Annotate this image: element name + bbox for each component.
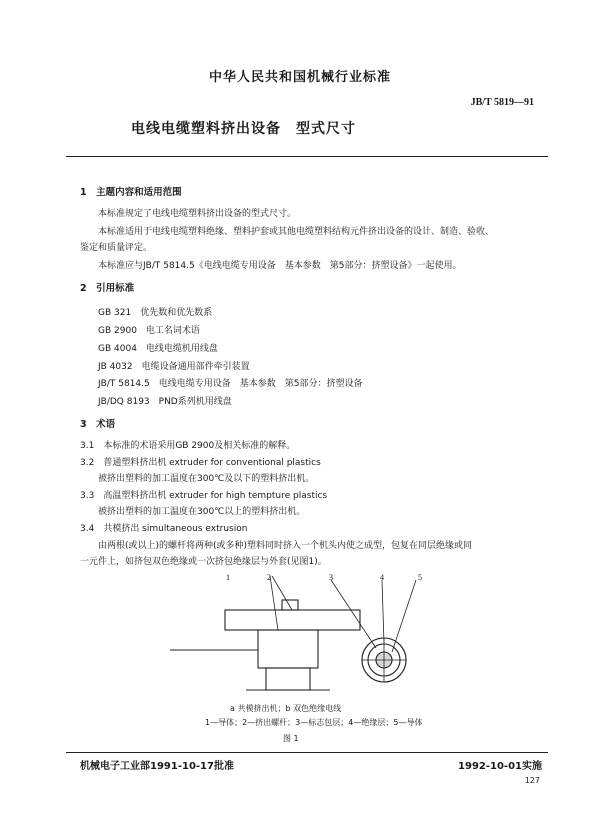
- section-3-heading: 3 术语: [80, 419, 116, 430]
- term-3-1: 3.1 本标准的术语采用GB 2900及相关标准的解释。: [80, 441, 296, 451]
- figure-label-4: 4: [380, 573, 384, 582]
- effective-date: 1992-10-01实施: [458, 761, 542, 772]
- reference-item: GB 2900 电工名词术语: [98, 326, 200, 336]
- figure-caption-a: a 共模挤出机；b 双色绝缘电线: [230, 704, 342, 713]
- leader-5: [392, 580, 416, 652]
- reference-item: GB 321 优先数和优先数系: [98, 308, 213, 318]
- cable-cross-section: [331, 580, 416, 682]
- document-title: 电线电缆塑料挤出设备 型式尺寸: [131, 121, 356, 137]
- figure-label-2: 2: [267, 573, 271, 582]
- figure-legend: 1—导体；2—挤出螺杆；3—标志包层；4—绝缘层；5—导体: [205, 718, 423, 727]
- term-3-3: 3.3 高温塑料挤出机 extruder for high tempture plastics: [80, 491, 328, 501]
- crosshead: [258, 630, 318, 668]
- section-1-heading: 1 主题内容和适用范围: [80, 187, 182, 198]
- section-1-para-1: 本标准规定了电线电缆塑料挤出设备的型式尺寸。: [98, 209, 297, 219]
- standard-number: JB/T 5819—91: [470, 97, 534, 108]
- second-barrel: [266, 668, 310, 690]
- leader-4: [382, 580, 384, 644]
- term-3-4-definition-a: 由两根(或以上)的螺杆将两种(或多种)塑料同时挤入一个机头内使之成型，包复在同层绝缘或同: [98, 541, 473, 551]
- figure-label-5: 5: [418, 573, 422, 582]
- section-1-para-2a: 本标准适用于电线电缆塑料绝缘、塑料护套或其他电缆塑料结构元件挤出设备的设计、制造、验收、: [98, 227, 495, 237]
- header-rule: [66, 156, 548, 157]
- term-3-2: 3.2 普通塑料挤出机 extruder for conventional plastics: [80, 458, 321, 468]
- reference-item: JB/T 5814.5 电线电缆专用设备 基本参数 第5部分：挤塑设备: [98, 379, 363, 389]
- term-3-4-definition-b: 一元件上，如挤包双色绝缘或一次挤包绝缘层与外套(见图1)。: [80, 557, 327, 567]
- footer-rule: [66, 752, 548, 753]
- section-2-heading: 2 引用标准: [80, 283, 135, 294]
- screw-barrel: [225, 610, 360, 630]
- reference-item: GB 4004 电线电缆机用线盘: [98, 344, 218, 354]
- figure-label-3: 3: [329, 573, 333, 582]
- term-3-4: 3.4 共模挤出 simultaneous extrusion: [80, 524, 248, 534]
- reference-item: JB 4032 电缆设备通用部件牵引装置: [98, 362, 250, 372]
- hopper-top: [282, 600, 298, 610]
- leader-3: [331, 580, 376, 648]
- org-title: 中华人民共和国机械行业标准: [208, 70, 391, 85]
- figure-label-1: 1: [226, 573, 230, 582]
- term-3-2-definition: 被挤出塑料的加工温度在300℃及以下的塑料挤出机。: [98, 474, 315, 484]
- approval-date: 机械电子工业部1991-10-17批准: [80, 761, 234, 772]
- extruder-drawing: [170, 576, 360, 690]
- section-1-para-3: 本标准应与JB/T 5814.5《电线电缆专用设备 基本参数 第5部分：挤塑设备》一起使用。: [98, 261, 462, 271]
- section-1-para-2b: 鉴定和质量评定。: [80, 243, 153, 253]
- page-number: 127: [524, 776, 540, 785]
- figure-number: 图 1: [283, 734, 299, 743]
- reference-item: JB/DQ 8193 PND系列机用线盘: [98, 397, 232, 407]
- term-3-3-definition: 被挤出塑料的加工温度在300℃以上的塑料挤出机。: [98, 507, 306, 517]
